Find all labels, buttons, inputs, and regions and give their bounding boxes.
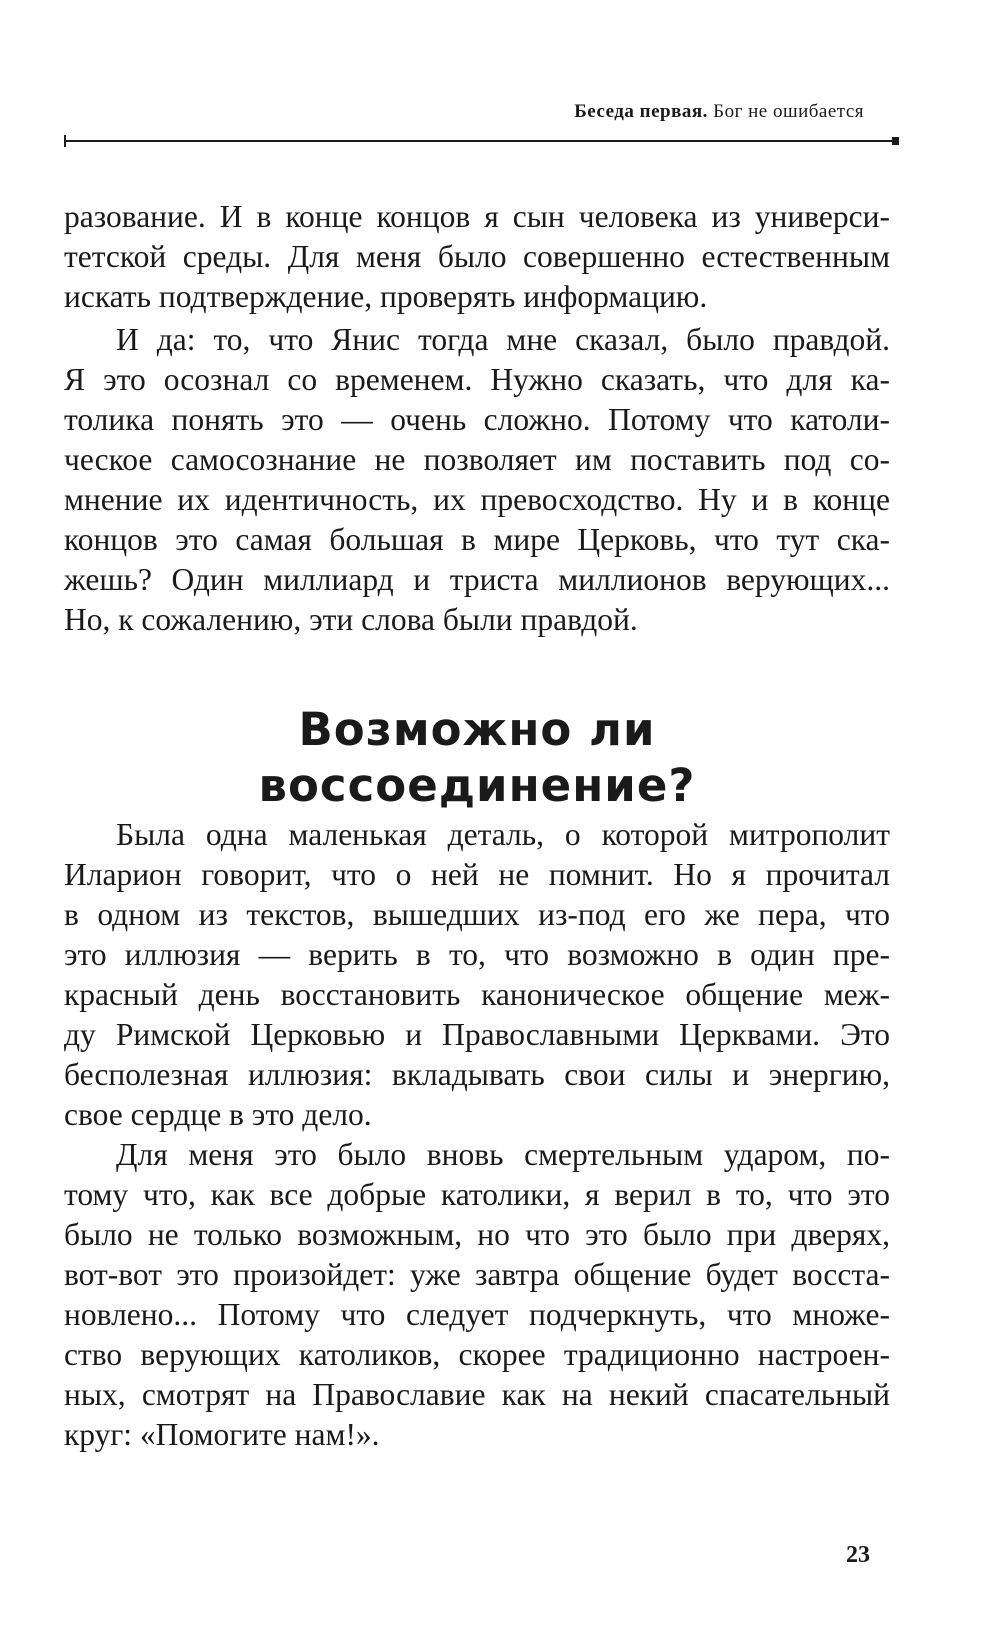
text-line: Была одна маленькая деталь, о которой митрополит bbox=[116, 817, 890, 852]
text-line: Иларион говорит, что о ней не помнит. Но я прочитал bbox=[64, 857, 890, 892]
text-line: И да: то, что Янис тогда мне сказал, было правдой. bbox=[116, 322, 890, 357]
text-line: тому что, как все добрые католики, я верил в то, что это bbox=[64, 1177, 890, 1212]
text-line: это иллюзия — верить в то, что возможно в один пре- bbox=[64, 937, 890, 972]
section-heading-line: воссоединение? bbox=[258, 759, 696, 812]
header-rule bbox=[66, 140, 898, 142]
text-line: красный день восстановить каноническое общение меж- bbox=[64, 977, 890, 1012]
header-rule-right-square bbox=[892, 137, 899, 145]
paragraph-4 bbox=[64, 1135, 890, 1455]
running-head bbox=[574, 101, 864, 123]
text-line: свое сердце в это дело. bbox=[64, 1097, 372, 1132]
page-number: 23 bbox=[846, 1542, 870, 1568]
text-line: искать подтверждение, проверять информацию. bbox=[64, 279, 708, 314]
section-heading-line: Возможно ли bbox=[298, 703, 656, 756]
text-line: в одном из текстов, вышедших из-под его же пера, что bbox=[64, 897, 890, 932]
running-head-title: Бог не ошибается bbox=[707, 101, 864, 122]
text-line: вот-вот это произойдет: уже завтра общение будет восста- bbox=[64, 1257, 890, 1292]
section-heading bbox=[64, 702, 890, 814]
text-line: новлено... Потому что следует подчеркнуть, что множе- bbox=[64, 1297, 890, 1332]
text-line: круг: «Помогите нам!». bbox=[64, 1417, 380, 1452]
paragraph-3 bbox=[64, 815, 890, 1135]
text-line: концов это самая большая в мире Церковь, что тут ска- bbox=[64, 522, 890, 557]
running-head-chapter: Беседа первая. bbox=[574, 101, 708, 122]
text-line: Но, к сожалению, эти слова были правдой. bbox=[64, 602, 638, 637]
text-line: разование. И в конце концов я сын человека из универси- bbox=[64, 199, 890, 234]
text-line: жешь? Один миллиард и триста миллионов верующих... bbox=[64, 562, 890, 597]
text-line: Для меня это было вновь смертельным ударом, по- bbox=[116, 1137, 890, 1172]
text-line: ду Римской Церковью и Православными Церквами. Это bbox=[64, 1017, 890, 1052]
text-line: мнение их идентичность, их превосходство. Ну и в конце bbox=[64, 482, 890, 517]
text-line: было не только возможным, но что это было при дверях, bbox=[64, 1217, 890, 1252]
paragraph-2 bbox=[64, 320, 890, 640]
text-line: тетской среды. Для меня было совершенно естественным bbox=[64, 239, 890, 274]
text-line: ческое самосознание не позволяет им поставить под со- bbox=[64, 442, 890, 477]
text-line: бесполезная иллюзия: вкладывать свои силы и энергию, bbox=[64, 1057, 890, 1092]
text-line: ных, смотрят на Православие как на некий спасательный bbox=[64, 1377, 890, 1412]
paragraph-1 bbox=[64, 197, 890, 317]
text-line: Я это осознал со временем. Нужно сказать, что для ка- bbox=[64, 362, 890, 397]
text-line: ство верующих католиков, скорее традиционно настроен- bbox=[64, 1337, 890, 1372]
text-line: толика понять это — очень сложно. Потому что католи- bbox=[64, 402, 890, 437]
